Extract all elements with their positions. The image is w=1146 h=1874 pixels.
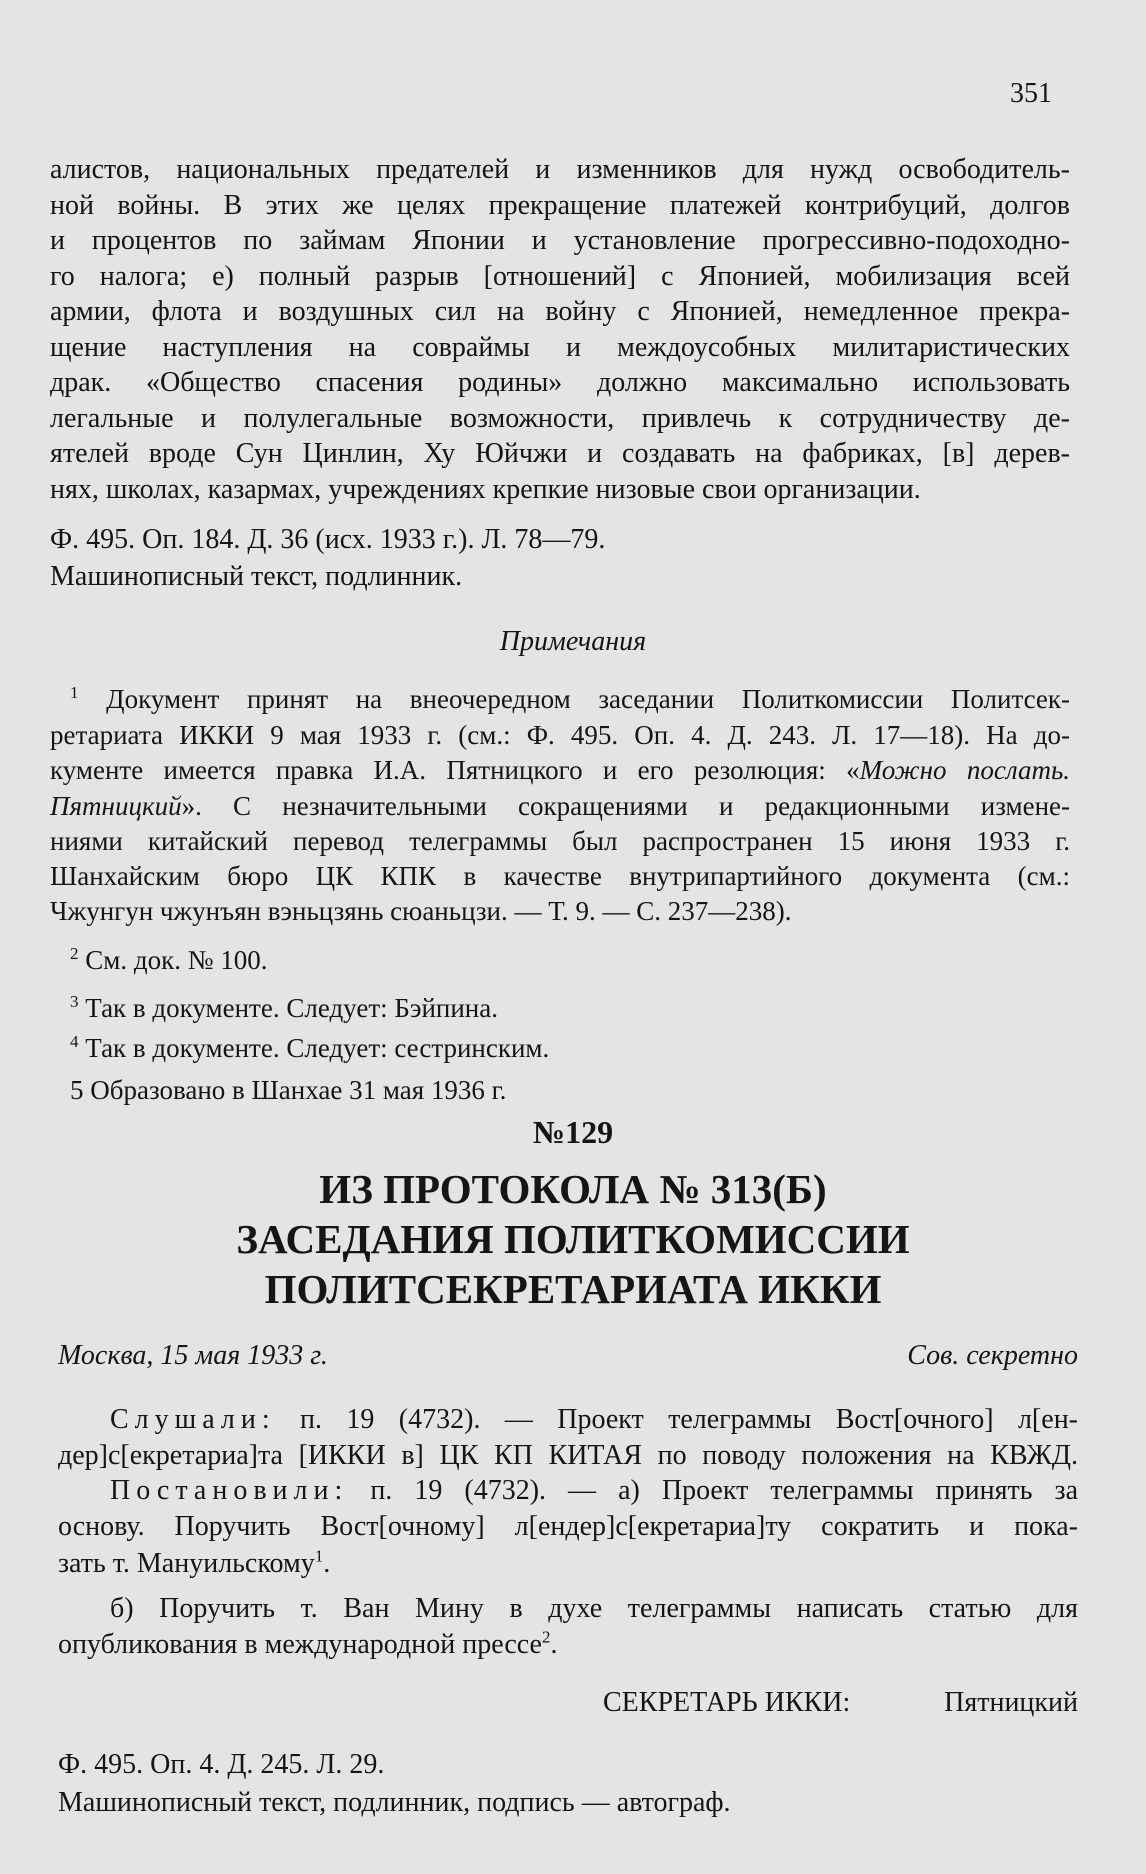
footnote-ref: 2	[541, 1627, 551, 1647]
note-text: кументе имеется правка И.А. Пятницкого и его резолюция: «	[50, 755, 860, 785]
note-4	[70, 1030, 1090, 1066]
heard-line: дер]с[екретариа]та [ИККИ в] ЦК КП КИТАЯ по поводу положения на КВЖД.	[58, 1440, 1078, 1471]
note-marker: 4	[70, 1032, 79, 1051]
resolved-b-line: б) Поручить т. Ван Мину в духе телеграммы написать статью для	[110, 1593, 1078, 1624]
resolved-text: п. 19 (4732). — а) Проект телеграммы принять за	[348, 1475, 1078, 1506]
archive-reference: Ф. 495. Оп. 4. Д. 245. Л. 29.	[58, 1749, 385, 1780]
note-text: Документ принят на внеочередном заседании Политкомиссии Политсек-	[106, 684, 1070, 714]
text-line: щение наступления на совраймы и междоусобных милитаристических	[50, 332, 1070, 363]
notes-heading: Примечания	[499, 626, 647, 657]
text-line: ятелей вроде Сун Цинлин, Ху Юйчжи и создавать на фабриках, [в] дерев-	[50, 438, 1070, 469]
note-1-line: ретариата ИККИ 9 мая 1933 г. (см.: Ф. 495. Оп. 4. Д. 243. Л. 17—18). На до-	[50, 720, 1070, 750]
resolved-label: Постановили:	[110, 1475, 349, 1506]
note-text: Так в документе. Следует: сестринским.	[85, 1033, 550, 1063]
document-title-line: ЗАСЕДАНИЯ ПОЛИТКОМИССИИ	[236, 1216, 910, 1262]
note-1-line	[50, 752, 1070, 788]
note-quote: Пятницкий	[50, 791, 182, 821]
note-1-line: Шанхайским бюро ЦК КПК в качестве внутрипартийного документа (см.:	[50, 861, 1070, 891]
text-line: драк. «Общество спасения родины» должно максимально использовать	[50, 367, 1070, 398]
document-title-line: ИЗ ПРОТОКОЛА № 313(Б)	[319, 1166, 827, 1212]
archive-reference: Ф. 495. Оп. 184. Д. 36 (исх. 1933 г.). Л. 78—79.	[50, 524, 606, 555]
resolved-text: .	[323, 1548, 331, 1579]
document-description: Машинописный текст, подлинник.	[50, 561, 463, 592]
note-text: ». С незначительными сокращениями и редакционными измене-	[181, 791, 1070, 821]
text-line: го налога; е) полный разрыв [отношений] с Японией, мобилизация всей	[50, 261, 1070, 292]
heard-text: п. 19 (4732). — Проект телеграммы Вост[очного] л[ен-	[275, 1404, 1078, 1435]
text-line: легальные и полулегальные возможности, привлечь к сотрудничеству де-	[50, 403, 1070, 434]
text-line: и процентов по займам Японии и установление прогрессивно-подоходно-	[50, 225, 1070, 256]
document-number: №129	[532, 1114, 614, 1150]
resolved-line	[58, 1546, 1078, 1582]
note-text: См. док. № 100.	[85, 945, 268, 975]
document-description: Машинописный текст, подлинник, подпись — автограф.	[58, 1787, 731, 1818]
text-line: алистов, национальных предателей и изменников для нужд освободитель-	[50, 154, 1070, 185]
page-number: 351	[1010, 78, 1052, 109]
note-text: Так в документе. Следует: Бэйпина.	[85, 993, 498, 1023]
note-marker: 5	[70, 1075, 84, 1105]
text-line: нях, школах, казармах, учреждениях крепкие низовые свои организации.	[50, 474, 921, 505]
note-quote: Можно послать.	[859, 755, 1070, 785]
note-1-line: Чжунгун чжунъян вэньцзянь сюаньцзи. — Т. 9. — С. 237—238).	[50, 896, 792, 926]
note-marker: 3	[70, 992, 79, 1011]
note-marker: 2	[70, 944, 79, 963]
document-title-line: ПОЛИТСЕКРЕТАРИАТА ИККИ	[264, 1266, 882, 1312]
place-date: Москва, 15 мая 1933 г.	[58, 1340, 328, 1371]
footnote-ref: 1	[314, 1546, 324, 1566]
note-text: Образовано в Шанхае 31 мая 1936 г.	[90, 1075, 507, 1105]
resolved-line: основу. Поручить Вост[очному] л[ендер]с[екретариа]ту сократить и пока-	[58, 1511, 1078, 1542]
note-2	[70, 942, 1090, 978]
heard-line	[110, 1402, 1078, 1438]
signature-name: Пятницкий	[944, 1687, 1078, 1718]
note-1-line	[50, 788, 1070, 824]
heard-label: Слушали:	[110, 1404, 276, 1435]
resolved-text: .	[550, 1629, 558, 1660]
note-1-line	[70, 681, 1070, 717]
classification: Сов. секретно	[907, 1340, 1078, 1371]
text-line: армии, флота и воздушных сил на войну с Японией, немедленное прекра-	[50, 296, 1070, 327]
note-3	[70, 990, 1090, 1026]
resolved-text: зать т. Мануильскому	[58, 1548, 315, 1579]
resolved-text: опубликования в международной прессе	[58, 1629, 542, 1660]
signature-title: СЕКРЕТАРЬ ИККИ:	[603, 1687, 851, 1718]
note-5	[70, 1072, 1090, 1108]
note-1-line: ниями китайский перевод телеграммы был распространен 15 июня 1933 г.	[50, 826, 1070, 856]
resolved-b-line	[58, 1627, 1078, 1663]
resolved-line	[110, 1473, 1078, 1509]
note-marker: 1	[70, 683, 79, 702]
text-line: ной войны. В этих же целях прекращение платежей контрибуций, долгов	[50, 190, 1070, 221]
